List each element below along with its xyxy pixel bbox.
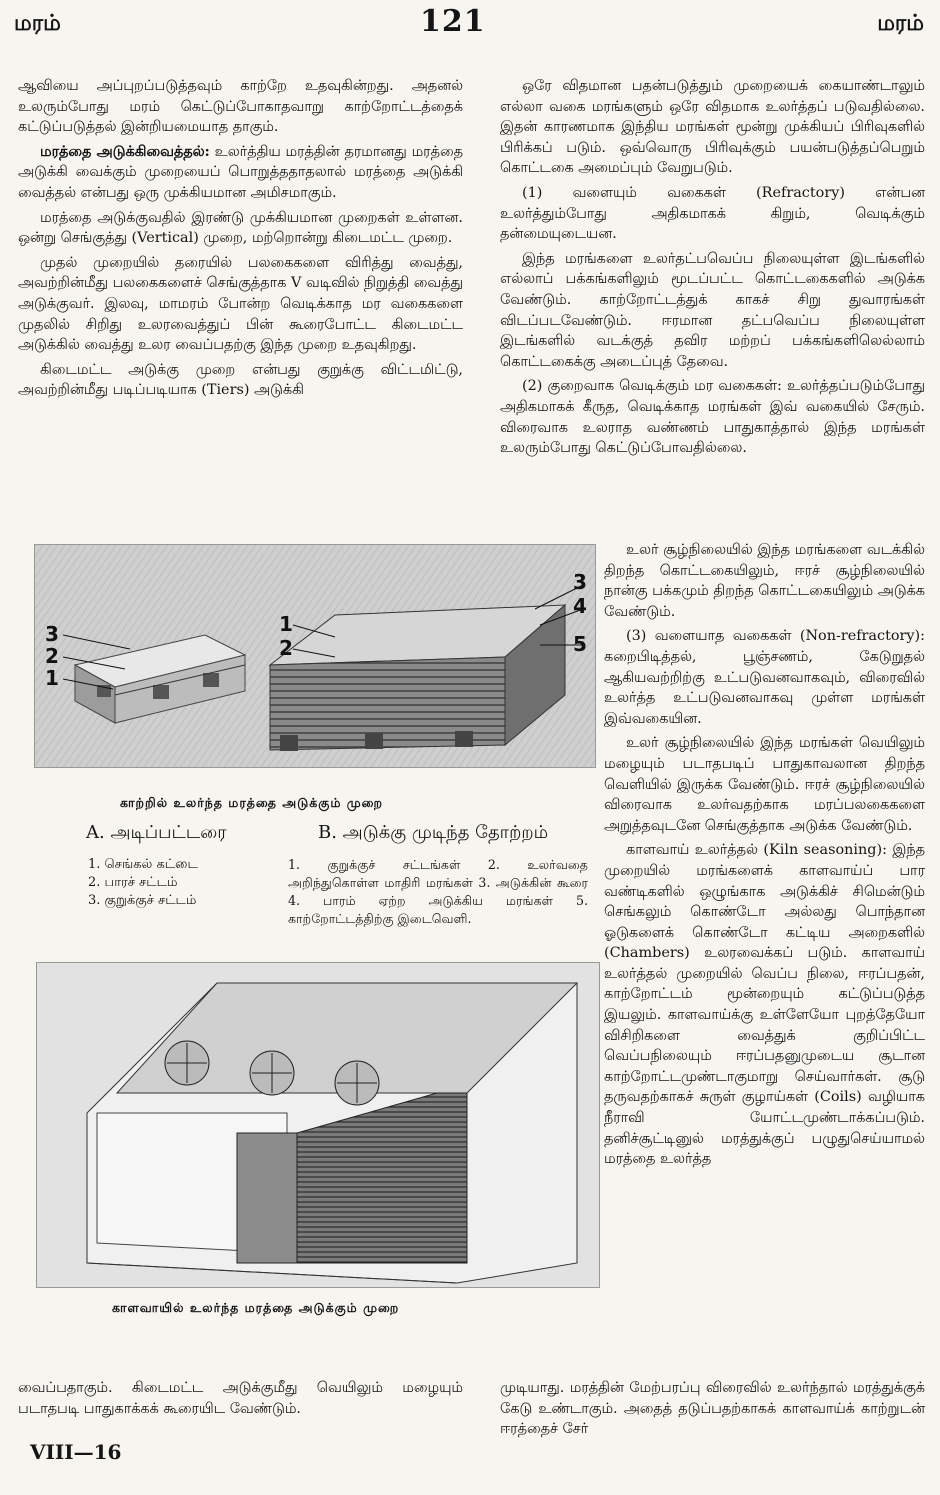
stack-illustration — [35, 545, 595, 767]
air-seasoning-stack-figure — [34, 544, 596, 768]
callout-label: 2 — [45, 644, 59, 668]
paragraph: (1) வளையும் வகைகள் (Refractory) என்பன உலர்த்தும்போது அதிகமாகக் கிறும், வெடிக்கும் தன்மையுடையன. — [500, 184, 925, 243]
left-column-bottom — [18, 1378, 463, 1423]
callout-label: 5 — [573, 632, 587, 656]
right-column-bottom — [500, 1378, 925, 1444]
paragraph: ஒரே விதமான பதன்படுத்தும் முறையைக் கையாண்டாலும் எல்லா வகை மரங்களும் ஒரே விதமாக உலர்த்தப் படுவதில்லை. இதன் காரணமாக இந்திய மரங்கள் மூன்று முக்கியப் பிரிவுகளில் பிரிக்கப் படும். ஒவ்வொரு பிரிவுக்கும் பயன்படுத்தப்பெறும் கொட்டகை அமைப்பும் வேறுபடும். — [500, 78, 925, 177]
callout-label: 4 — [573, 594, 587, 618]
kiln-chamber-figure — [36, 962, 600, 1288]
paragraph: உலர் சூழ்நிலையில் இந்த மரங்களை வடக்கில் திறந்த கொட்டகையிலும், ஈரச் சூழ்நிலையில் நான்கு பக்கமும் திறந்த கொட்டகையிலும் அடுக்க வேண்டும். — [604, 542, 925, 620]
paragraph: ஆவியை அப்புறப்படுத்தவும் காற்றே உதவுகின்றது. அதனல் உலரும்போது மரம் கெட்டுப்போகாதவாறு காற்றோட்டத்தைக் கட்டுப்படுத்தல் இன்றியமையாத தாகும். — [18, 78, 463, 136]
list-item: 2. பாரச் சட்டம் — [88, 875, 178, 890]
paragraph-lead: மரத்தை அடுக்கிவைத்தல்: — [40, 142, 210, 160]
paragraph: (2) குறைவாக வெடிக்கும் மர வகைகள்: உலர்த்தப்படும்போது அதிகமாகக் கீருத, வெடிக்காத மரங்கள் இவ் வகையில் சேரும். விரைவாக உலராத வண்ணம் பாதுகாத்தால் இந்த மரங்கள் உலரும்போது கெட்டுப்போவதில்லை. — [500, 378, 925, 457]
paragraph: இந்த மரங்களை உலர்தட்பவெப்ப நிலையுள்ள இடங்களில் எல்லாப் பக்கங்களிலும் மூடப்பட்ட கொட்டகைகளில் அடுக்க வேண்டும். காற்றோட்டத்துக் காகச் சிறு துவாரங்கள் விடப்படவேண்டும். ஈரமான தட்பவெப்ப நிலையுள்ள இடங்களில் வடக்குத் தவிர மற்றப் பக்கங்களிலெல்லாம் கொட்டகைக்கு அடைப்புத் தேவை. — [500, 250, 925, 370]
callout-label: 2 — [279, 636, 293, 660]
volume-signature: VIII—16 — [30, 1440, 122, 1464]
paragraph — [18, 142, 463, 204]
paragraph: உலர் சூழ்நிலையில் இந்த மரங்கள் வெயிலும் மழையும் படாதபடிப் பாதுகாவலான திறந்த வெளியில் இருக்க வேண்டும். ஈரச் சூழ்நிலையில் விரைவாக உலர்வதற்காக மரப்பலகைகளை அறுத்தவுடனே செங்குத்தாக அடுக்க வேண்டும். — [604, 735, 925, 834]
legend-b-title: B. அடுக்கு முடிந்த தோற்றம் — [318, 822, 549, 843]
callout-label: 1 — [279, 612, 293, 636]
paragraph-body: உலர்த்திய மரத்தின் தரமானது மரத்தை அடுக்கி வைக்கும் முறையைப் பொறுத்ததாதலால் மரத்தை அடுக்கி வைத்தல் என்பது ஒரு முக்கியமான அமிசமாகும். — [18, 143, 463, 201]
paragraph: மரத்தை அடுக்குவதில் இரண்டு முக்கியமான முறைகள் உள்ளன. ஒன்று செங்குத்து (Vertical) முறை, மற்றொன்று கிடைமட்ட முறை. — [18, 209, 463, 247]
list-item: 1. செங்கல் கட்டை — [88, 857, 198, 872]
paragraph: காளவாய் உலர்த்தல் (Kiln seasoning): இந்த முறையில் மரங்களைக் காளவாய்ப் பார வண்டிகளில் ஒழுங்காக அடுக்கிச் சிமென்டும் செங்கலும் கொண்டோ அல்லது பொந்தான ஓடுகளைக் கொண்டோ கட்டிய அறைகளில் (Chambers) உலரவைக்கப் படும். காளவாய் உலர்த்தல் முறையில் வெப்ப நிலை, ஈரப்பதன், காற்றோட்டம் மூன்றையும் கட்டுப்படுத்த இயலும். காளவாய்க்கு உள்ளேயோ புறத்தேயோ விசிறிகளை வைத்துக் குறிப்பிட்ட வெப்பநிலையும் ஈரப்பதனுமுடைய சூடான காற்றோட்டமுண்டாகுமாறு செய்வார்கள். சூடு தருவதற்காகச் சுருள் குழாய்கள் (Coils) வழியாக நீராவி யோட்டமுண்டாக்கப்படும். தனிச்சூட்டினுல் மரத்துக்குப் பழுதுசெய்யாமல் மரத்தை உலர்த்த — [604, 842, 925, 1168]
page-number: 121 — [420, 4, 486, 39]
right-column-side — [604, 540, 925, 1174]
running-head-right: மரம் — [877, 10, 924, 36]
paragraph: கிடைமட்ட அடுக்கு முறை என்பது குறுக்கு விட்டமிட்டு, அவற்றின்மீது படிப்படியாக (Tiers) அடுக்கி — [18, 361, 463, 399]
paragraph: வைப்பதாகும். கிடைமட்ட அடுக்குமீது வெயிலும் மழையும் படாதபடி பாதுகாக்கக் கூரையிட வேண்டும். — [18, 1380, 463, 1417]
running-head-left: மரம் — [14, 10, 61, 36]
left-column — [18, 76, 463, 405]
right-column-top — [500, 76, 925, 463]
figure-1-caption: காற்றில் உலர்ந்த மரத்தை அடுக்கும் முறை — [120, 795, 383, 810]
figure-2-caption: காளவாயில் உலர்ந்த மரத்தை அடுக்கும் முறை — [112, 1300, 400, 1315]
legend-a-list — [88, 856, 288, 910]
paragraph: முடியாது. மரத்தின் மேற்பரப்பு விரைவில் உலர்ந்தால் மரத்துக்குக் கேடு உண்டாகும். அதைத் தடுப்பதற்காகக் காளவாய்க் காற்றுடன் ஈரத்தைச் சேர் — [500, 1380, 925, 1438]
legend-a-title: A. அடிப்பட்டரை — [86, 822, 227, 843]
callout-label: 3 — [45, 622, 59, 646]
list-item: 3. குறுக்குச் சட்டம் — [88, 893, 197, 908]
paragraph: முதல் முறையில் தரையில் பலகைகளை விரித்து வைத்து, அவற்றின்மீது பலகைகளைச் செங்குத்தாக V வடிவில் நிறுத்தி வைத்து அடுக்குவர். இலவு, மாமரம் போன்ற வெடிக்காத மர வகைகளை முதலில் சிறிது உலரவைத்துப் பின் கூரைபோட்ட கிடைமட்ட அடுக்கில் வைத்து உலர வைப்பதற்கு இந்த முறை உதவுகிறது. — [18, 254, 463, 354]
paragraph: (3) வளையாத வகைகள் (Non-refractory): கறைபிடித்தல், பூஞ்சணம், கேடுறுதல் ஆகியவற்றிற்கு உட்படுவனவாகவும், விரைவில் உலர்த்த உட்படுவனவாகவு முள்ள மரங்கள் இவ்வகையின. — [604, 628, 925, 727]
callout-label: 3 — [573, 570, 587, 594]
callout-label: 1 — [45, 666, 59, 690]
kiln-illustration — [37, 963, 599, 1287]
legend-b-text: 1. குறுக்குச் சட்டங்கள் 2. உலர்வதை அறிந்துகொள்ள மாதிரி மரங்கள் 3. அடுக்கின் கூரை 4. பாரம் ஏற்ற அடுக்கிய மரங்கள் 5. காற்றோட்டத்திற்கு இடைவெளி. — [288, 857, 588, 926]
